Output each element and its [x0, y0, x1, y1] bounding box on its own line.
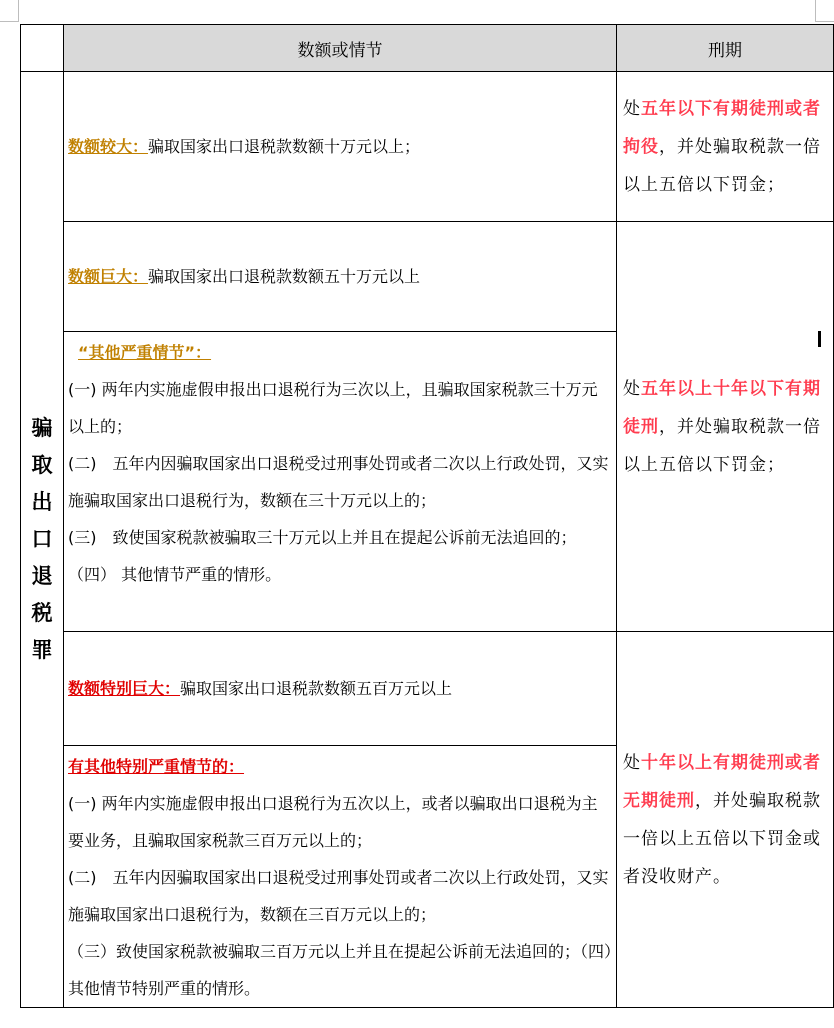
huge-item-4: （四） 其他情节严重的情形。: [68, 565, 282, 584]
table-header-row: [21, 25, 834, 72]
crop-mark-right-h: [816, 21, 834, 22]
penalty-large-emph: 五年以下有期徒刑或者拘役: [623, 98, 821, 157]
row-huge: [21, 222, 834, 332]
crime-name: 骗 取 出 口 退 税 罪: [31, 416, 53, 662]
header-penalty: 刑期: [617, 25, 834, 72]
lead-especially-huge: 数额特别巨大：: [68, 679, 181, 698]
header-conditions: 数额或情节: [64, 25, 617, 72]
penalty-especially-huge-emph: 十年以上有期徒刑或者无期徒刑: [623, 752, 821, 811]
crop-mark-left: [18, 0, 19, 22]
lead-large: 数额较大：: [68, 137, 149, 156]
condition-huge-other: [64, 332, 617, 632]
huge-item-1: (一) 两年内实施虚假申报出口退税行为三次以上，且骗取国家税款三十万元以上的；: [68, 380, 598, 436]
huge-item-3: (三) 致使国家税款被骗取三十万元以上并且在提起公诉前无法追回的；: [68, 528, 577, 547]
especially-huge-item-2: (二) 五年内因骗取国家出口退税受过刑事处罚或者二次以上行政处罚，又实施骗取国家出口退税行为，数额在三百万元以上的；: [68, 868, 609, 924]
crime-name-cell: [21, 72, 64, 1008]
crop-mark-right: [815, 0, 816, 22]
huge-item-2: (二) 五年内因骗取国家出口退税受过刑事处罚或者二次以上行政处罚，又实施骗取国家出口退税行为，数额在三十万元以上的；: [68, 454, 609, 510]
text-especially-huge: 骗取国家出口退税款数额五百万元以上: [180, 679, 453, 698]
crop-mark-left-h: [0, 21, 18, 22]
condition-especially-huge: [64, 632, 617, 746]
penalty-huge-emph: 五年以上十年以下有期徒刑: [623, 378, 821, 437]
header-blank: [21, 25, 64, 72]
lead-especially-huge-other: 有其他特别严重情节的：: [68, 757, 245, 776]
text-cursor-mark: [818, 331, 821, 347]
lead-huge: 数额巨大：: [68, 267, 149, 286]
condition-huge: [64, 222, 617, 332]
text-large: 骗取国家出口退税款数额十万元以上；: [148, 137, 421, 156]
penalty-large: 处五年以下有期徒刑或者拘役，并处骗取税款一倍以上五倍以下罚金；: [617, 72, 834, 222]
row-large: [21, 72, 834, 222]
crime-table: [20, 24, 834, 1008]
text-huge: 骗取国家出口退税款数额五十万元以上: [148, 267, 421, 286]
row-especially-huge: [21, 632, 834, 746]
lead-huge-other: “其他严重情节”：: [78, 343, 212, 362]
especially-huge-item-1: (一) 两年内实施虚假申报出口退税行为五次以上，或者以骗取出口退税为主要业务，且骗取国家税款三百万元以上的；: [68, 794, 598, 850]
especially-huge-item-3: （三）致使国家税款被骗取三百万元以上并且在提起公诉前无法追回的；（四）其他情节特别严重的情形。: [68, 942, 613, 998]
condition-large: [64, 72, 617, 222]
penalty-huge: 处五年以上十年以下有期徒刑，并处骗取税款一倍以上五倍以下罚金；: [617, 222, 834, 632]
condition-especially-huge-other: [64, 746, 617, 1008]
penalty-especially-huge: 处十年以上有期徒刑或者无期徒刑，并处骗取税款一倍以上五倍以下罚金或者没收财产。: [617, 632, 834, 1008]
